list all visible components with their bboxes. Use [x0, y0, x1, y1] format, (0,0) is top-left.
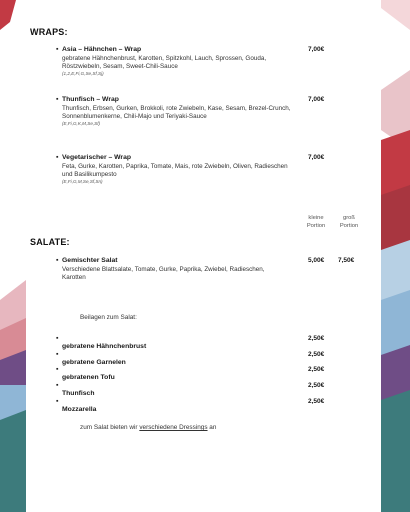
wrap-description: gebratene Hähnchenbrust, Karotten, Spitzkohl, Lauch, Sprossen, Gouda, Röstzwiebeln, Sesam, Sweet-Chili-Sauce	[62, 55, 267, 70]
wrap-name: Thunfisch – Wrap	[62, 96, 119, 103]
column-header-small-line2: Portion	[306, 223, 326, 229]
bullet: ▪	[56, 351, 59, 358]
wrap-price: 7,00€	[308, 96, 325, 103]
salad-price-small: 5,00€	[308, 257, 325, 264]
salad-item-gemischt	[56, 257, 362, 282]
beilage-name: Mozzarella	[62, 406, 97, 413]
bullet: ▪	[56, 366, 59, 373]
bullet: ▪	[56, 382, 59, 389]
right-blue-shape	[381, 240, 410, 300]
wrap-item-thunfisch	[56, 96, 362, 127]
salad-price-large: 7,50€	[338, 257, 355, 264]
salad-description: Verschiedene Blattsalate, Tomate, Gurke, Paprika, Zwiebel, Radieschen, Karotten	[62, 266, 265, 281]
bullet: ▪	[56, 96, 59, 103]
beilagen-title: Beilagen zum Salat:	[80, 314, 137, 321]
bullet: ▪	[56, 257, 59, 264]
column-header-large-line1: groß	[343, 215, 355, 221]
wrap-name: Vegetarischer – Wrap	[62, 154, 132, 161]
column-header-small-line1: kleine	[308, 215, 324, 221]
wrap-description: Feta, Gurke, Karotten, Paprika, Tomate, Mais, rote Zwiebeln, Oliven, Radieschen und Basilikumpesto	[62, 163, 288, 178]
wrap-price: 7,00€	[308, 154, 325, 161]
salad-name: Gemischter Salat	[62, 257, 118, 264]
right-teal-shape	[381, 390, 410, 512]
bullet: ▪	[56, 398, 59, 405]
wrap-description: Thunfisch, Erbsen, Gurken, Brokkoli, rote Zwiebeln, Kase, Sesam, Brezel-Crunch, Sonnenblumenkerne, Chili-Majo und Teriyaki-Sauce	[62, 105, 291, 120]
dressing-note	[80, 424, 216, 431]
beilage-price: 2,50€	[308, 366, 325, 373]
beilage-name: Thunfisch	[62, 390, 95, 397]
beilage-price: 2,50€	[308, 398, 325, 405]
wraps-heading: WRAPS:	[30, 27, 68, 37]
wrap-allergens: (E,Fi,G,M,Se,Sf,Sn)	[62, 179, 103, 184]
wrap-name: Asia – Hähnchen – Wrap	[62, 46, 142, 53]
beilage-name: gebratenen Tofu	[62, 374, 115, 381]
right-pale-top-shape	[381, 0, 410, 30]
wrap-allergens: (1,2,E,Fi,G,Se,Sf,Sj)	[62, 71, 104, 76]
left-teal-shape	[0, 410, 26, 512]
beilage-name: gebratene Hähnchenbrust	[62, 343, 147, 350]
dressing-link[interactable]: verschiedene Dressings	[139, 424, 208, 431]
salate-heading: SALATE:	[30, 237, 70, 247]
beilage-price: 2,50€	[308, 351, 325, 358]
beilage-item	[56, 398, 325, 416]
bullet: ▪	[56, 154, 59, 161]
dressing-note-suffix: an	[207, 424, 217, 431]
bullet: ▪	[56, 335, 59, 342]
left-red-top-shape	[0, 0, 16, 30]
wrap-price: 7,00€	[308, 46, 325, 53]
wrap-allergens: (E,Fi,G,K,M,Se,Sf)	[62, 121, 101, 126]
beilage-price: 2,50€	[308, 335, 325, 342]
column-header-large-line2: Portion	[339, 223, 359, 229]
wrap-item-asia	[56, 46, 362, 77]
beilage-name: gebratene Garnelen	[62, 359, 126, 366]
beilage-price: 2,50€	[308, 382, 325, 389]
bullet: ▪	[56, 46, 59, 53]
column-header-large	[329, 214, 369, 230]
menu-page	[26, 0, 381, 512]
wrap-item-vegetarisch	[56, 154, 362, 185]
dressing-note-prefix: zum Salat bieten wir	[80, 424, 140, 431]
